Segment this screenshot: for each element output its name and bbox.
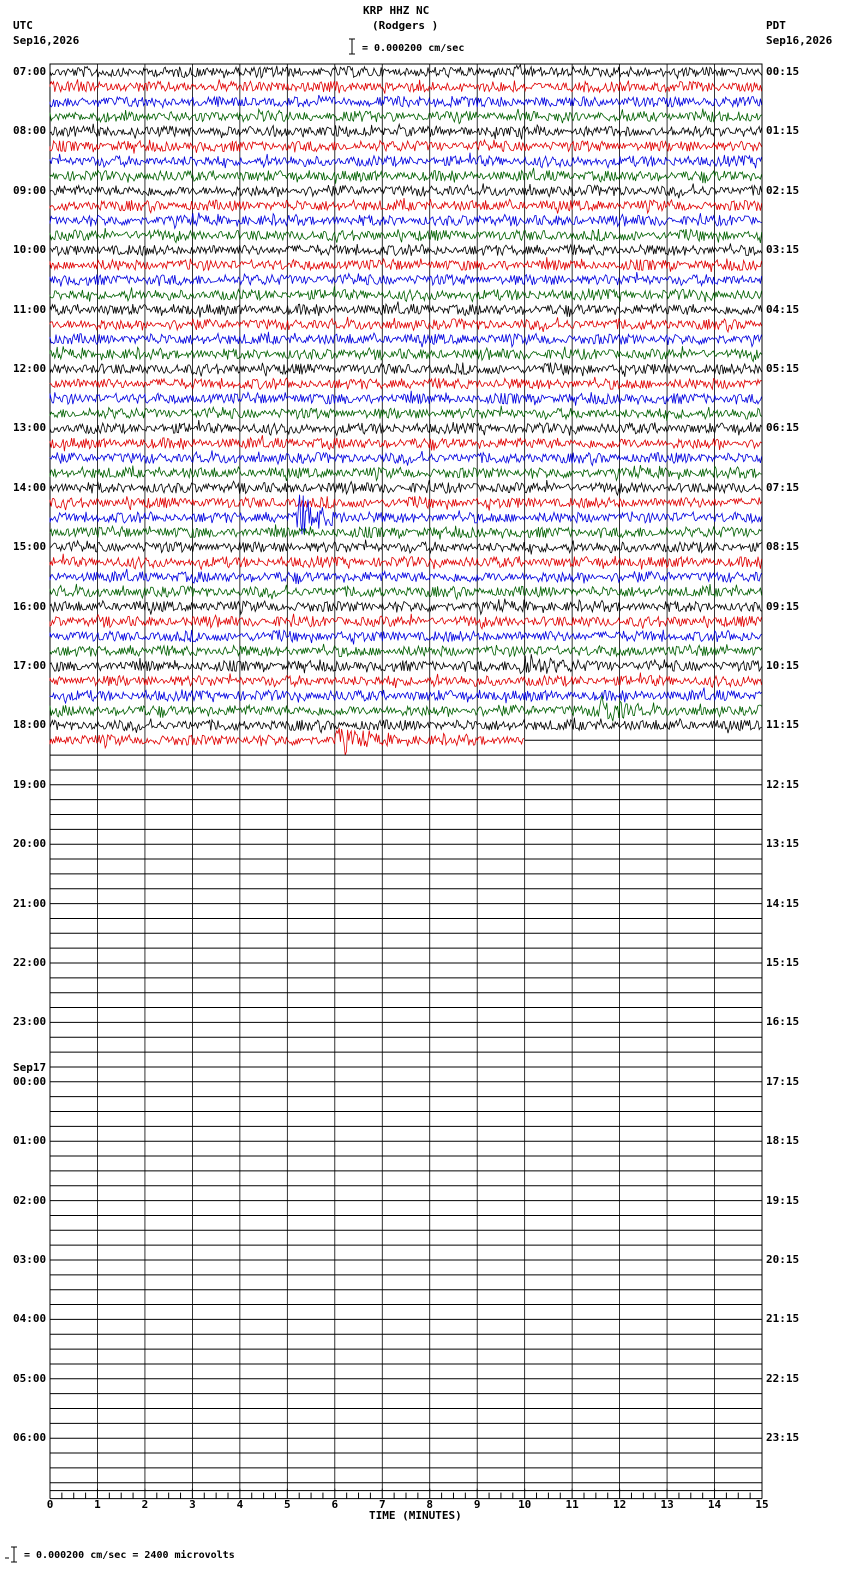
x-tick-label: 6	[331, 1498, 339, 1511]
pdt-hour-label: 21:15	[766, 1312, 800, 1326]
seismic-trace	[50, 718, 762, 734]
x-tick-label: 15	[755, 1498, 769, 1511]
utc-hour-label: 14:00	[13, 480, 47, 494]
x-tick-label: 1	[94, 1498, 101, 1511]
seismic-trace	[50, 198, 762, 214]
pdt-hour-label: 05:15	[766, 362, 800, 375]
pdt-hour-label: 08:15	[766, 540, 800, 554]
pdt-hour-label: 10:15	[766, 659, 800, 672]
pdt-hour-label: 01:15	[766, 124, 800, 138]
pdt-hour-label: 02:15	[766, 183, 800, 197]
seismic-trace	[50, 496, 762, 510]
pdt-hour-label: 20:15	[766, 1253, 800, 1266]
seismic-trace	[50, 213, 762, 229]
seismic-trace	[50, 302, 762, 318]
pdt-hour-label: 16:15	[766, 1015, 800, 1029]
seismic-trace	[50, 228, 762, 243]
scale-text: = 0.000200 cm/sec	[362, 43, 465, 54]
x-tick-label: 13	[660, 1498, 674, 1511]
pdt-date: Sep16,2026	[766, 34, 833, 47]
utc-hour-label: 05:00	[13, 1371, 47, 1385]
seismic-trace	[50, 630, 762, 645]
x-tick-label: 7	[378, 1498, 386, 1511]
x-tick-label: 3	[189, 1498, 196, 1511]
seismic-trace	[50, 465, 762, 481]
seismic-trace	[50, 272, 762, 287]
seismic-trace	[50, 65, 762, 79]
seismic-trace	[50, 377, 762, 390]
seismic-trace	[50, 406, 762, 421]
seismic-trace	[50, 257, 762, 272]
x-tick-label: 10	[518, 1498, 532, 1511]
seismic-trace	[50, 435, 762, 451]
seismic-trace	[50, 420, 762, 436]
seismic-trace	[50, 554, 762, 570]
utc-hour-label: 02:00	[13, 1193, 47, 1207]
seismic-trace	[50, 140, 762, 154]
seismic-trace	[50, 644, 762, 657]
pdt-label: PDT	[766, 19, 786, 32]
x-tick-label: 12	[613, 1498, 627, 1511]
seismic-trace	[50, 391, 762, 406]
seismic-trace	[50, 317, 762, 332]
seismic-trace	[50, 286, 762, 302]
location-title: (Rodgers )	[372, 19, 439, 32]
x-axis-title: TIME (MINUTES)	[369, 1509, 462, 1522]
utc-hour-label: 22:00	[13, 956, 47, 969]
x-tick-label: 8	[426, 1498, 434, 1511]
pdt-hour-label: 09:15	[766, 599, 800, 613]
x-tick-label: 4	[236, 1498, 244, 1511]
pdt-hour-label: 19:15	[766, 1193, 800, 1207]
seismic-trace	[50, 244, 762, 256]
seismic-trace	[50, 168, 762, 184]
utc-hour-label: 10:00	[13, 243, 47, 257]
utc-hour-label: 09:00	[13, 183, 47, 197]
pdt-hour-label: 00:15	[766, 65, 800, 78]
pdt-hour-label: 03:15	[766, 243, 800, 257]
station-title: KRP HHZ NC	[363, 4, 430, 17]
utc-hour-label: 18:00	[13, 718, 47, 732]
utc-hour-label: 06:00	[13, 1431, 47, 1445]
seismic-trace	[50, 654, 762, 674]
utc-hour-label: 19:00	[13, 777, 47, 791]
x-tick-label: 2	[141, 1498, 149, 1511]
utc-hour-label: 15:00	[13, 540, 47, 554]
pdt-hour-label: 07:15	[766, 480, 800, 494]
pdt-hour-label: 04:15	[766, 302, 800, 316]
x-tick-label: 9	[473, 1498, 481, 1511]
utc-hour-label: 08:00	[13, 124, 47, 138]
utc-date: Sep16,2026	[13, 34, 80, 47]
seismic-trace	[50, 688, 762, 704]
pdt-hour-label: 06:15	[766, 421, 800, 435]
utc-hour-label: 16:00	[13, 599, 47, 613]
seismic-trace	[50, 332, 762, 347]
utc-hour-label: 17:00	[13, 659, 47, 672]
utc-hour-label: 13:00	[13, 421, 47, 435]
pdt-hour-label: 11:15	[766, 718, 800, 732]
footer-scale-text: = 0.000200 cm/sec = 2400 microvolts	[24, 1550, 235, 1561]
utc-hour-label: 11:00	[13, 302, 47, 316]
pdt-hour-label: 17:15	[766, 1074, 800, 1088]
seismic-trace	[50, 599, 762, 615]
pdt-hour-label: 23:15	[766, 1431, 800, 1445]
x-tick-label: 5	[284, 1498, 291, 1511]
pdt-hour-label: 22:15	[766, 1371, 800, 1385]
pdt-hour-label: 18:15	[766, 1134, 800, 1148]
utc-label: UTC	[13, 19, 33, 32]
seismic-trace	[50, 79, 762, 93]
seismic-trace	[50, 363, 762, 377]
pdt-hour-label: 13:15	[766, 837, 800, 851]
seismic-trace	[50, 95, 762, 108]
seismic-trace	[50, 346, 762, 361]
pdt-hour-label: 15:15	[766, 956, 800, 969]
utc-hour-label: 23:00	[13, 1015, 47, 1029]
seismic-trace	[50, 480, 762, 495]
seismic-trace	[50, 109, 762, 124]
seismic-trace	[50, 584, 762, 599]
utc-hour-label: 00:00	[13, 1074, 47, 1088]
seismic-trace	[50, 153, 762, 169]
pdt-hour-label: 14:15	[766, 896, 800, 910]
utc-hour-label: 03:00	[13, 1253, 47, 1266]
seismic-trace	[50, 450, 762, 465]
footer-scale-icon	[4, 1546, 18, 1564]
utc-hour-label: 21:00	[13, 896, 47, 910]
utc-hour-label: 20:00	[13, 837, 47, 851]
x-tick-label: 11	[565, 1498, 579, 1511]
seismic-trace	[50, 183, 762, 198]
utc-hour-label: 01:00	[13, 1134, 47, 1148]
seismic-trace	[50, 124, 762, 140]
seismic-trace	[50, 614, 762, 629]
seismic-trace	[50, 540, 762, 555]
pdt-hour-label: 12:15	[766, 777, 800, 791]
seismic-trace	[50, 673, 762, 689]
utc-hour-label: 04:00	[13, 1312, 47, 1326]
day-change-label: Sep17	[13, 1060, 47, 1074]
seismic-trace	[50, 524, 762, 539]
x-tick-label: 0	[46, 1498, 54, 1511]
seismic-trace	[50, 569, 762, 584]
x-tick-label: 14	[707, 1498, 722, 1511]
utc-hour-label: 12:00	[13, 362, 47, 375]
utc-hour-label: 07:00	[13, 65, 47, 78]
